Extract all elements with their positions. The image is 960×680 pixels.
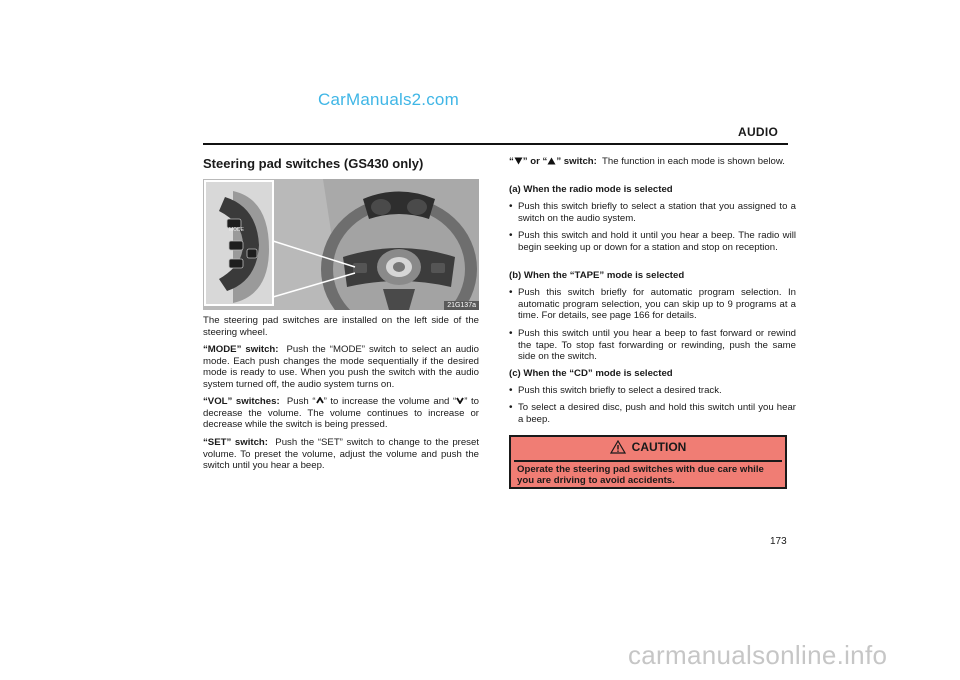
mode-switch-paragraph (203, 344, 479, 390)
set-switch-text: Push the “SET” switch to change to the preset volume. To preset the volume, adjust the volume and push the switch until you hear a beep. (203, 437, 479, 472)
set-switch-term: “SET” switch: (203, 437, 268, 448)
cd-mode-heading: (c) When the “CD” mode is selected (509, 368, 673, 379)
watermark-bottom: carmanualsonline.info (628, 640, 888, 670)
caution-text: Operate the steering pad switches with due care while you are driving to avoid accidents. (517, 464, 764, 486)
cd-item-2: • To select a desired disc, push and hold this switch until you hear a beep. (509, 402, 796, 425)
mode-switch-label: MODE (229, 227, 244, 233)
page-number: 173 (770, 536, 787, 547)
arrow-switch-term: “ ” or “ ” switch: (509, 156, 597, 167)
vol-text-a: Push “ (286, 396, 316, 407)
cd-item-1: • Push this switch briefly to select a desired track. (509, 385, 796, 397)
figure-code: 21G137a (444, 301, 479, 310)
radio-item-1: • Push this switch briefly to select a station that you assigned to a switch on the audio system. (509, 201, 796, 224)
vol-switches-term: “VOL” switches: (203, 396, 280, 407)
mode-switch-text: Push the “MODE” switch to select an audio mode. Each push changes the mode sequentially if the desired mode is ready to use. When you push the switch with the audio system turned off, the audio system turns on. (203, 344, 479, 390)
vol-text-b: ” to increase the volume and “ (323, 396, 457, 407)
triangle-up-icon (547, 157, 556, 165)
warning-triangle-icon (610, 440, 626, 454)
caution-title: CAUTION (631, 440, 687, 454)
radio-mode-heading: (a) When the radio mode is selected (509, 184, 673, 195)
page-heading: Steering pad switches (GS430 only) (203, 156, 424, 171)
header-rule (203, 143, 788, 145)
watermark-top: CarManuals2.com (318, 90, 459, 109)
radio-item-2: • Push this switch and hold it until you hear a beep. The radio will begin seeking up or down for a station and stop on reception. (509, 230, 796, 253)
set-switch-paragraph (203, 437, 479, 472)
steering-wheel-illustration (203, 179, 479, 310)
steering-wheel-figure (203, 179, 479, 310)
intro-paragraph: The steering pad switches are installed on the left side of the steering wheel. (203, 315, 479, 338)
caution-header (511, 440, 785, 454)
section-title: AUDIO (738, 125, 779, 139)
tape-mode-heading: (b) When the “TAPE” mode is selected (509, 270, 685, 281)
tape-item-1: • Push this switch briefly for automatic program selection. In automatic program selection, you can skip up to 9 programs at a time. For details, see page 166 for details. (509, 287, 796, 322)
caution-divider (514, 460, 782, 462)
caution-box (509, 435, 787, 489)
triangle-down-icon (514, 157, 523, 165)
mode-switch-term: “MODE” switch: (203, 344, 279, 355)
vol-text-c: ” to decrease the volume. The volume continues to increase or decrease while the switch is being pressed. (203, 396, 479, 431)
chevron-up-icon (316, 397, 324, 404)
tape-item-2: • Push this switch until you hear a beep to fast forward or rewind the tape. To stop fast forwarding or rewinding, push the same side on the switch. (509, 328, 796, 363)
arrow-switch-text: The function in each mode is shown below. (602, 156, 785, 167)
chevron-down-icon (456, 397, 464, 404)
arrow-switch-paragraph (509, 156, 787, 168)
vol-switches-paragraph (203, 396, 479, 431)
